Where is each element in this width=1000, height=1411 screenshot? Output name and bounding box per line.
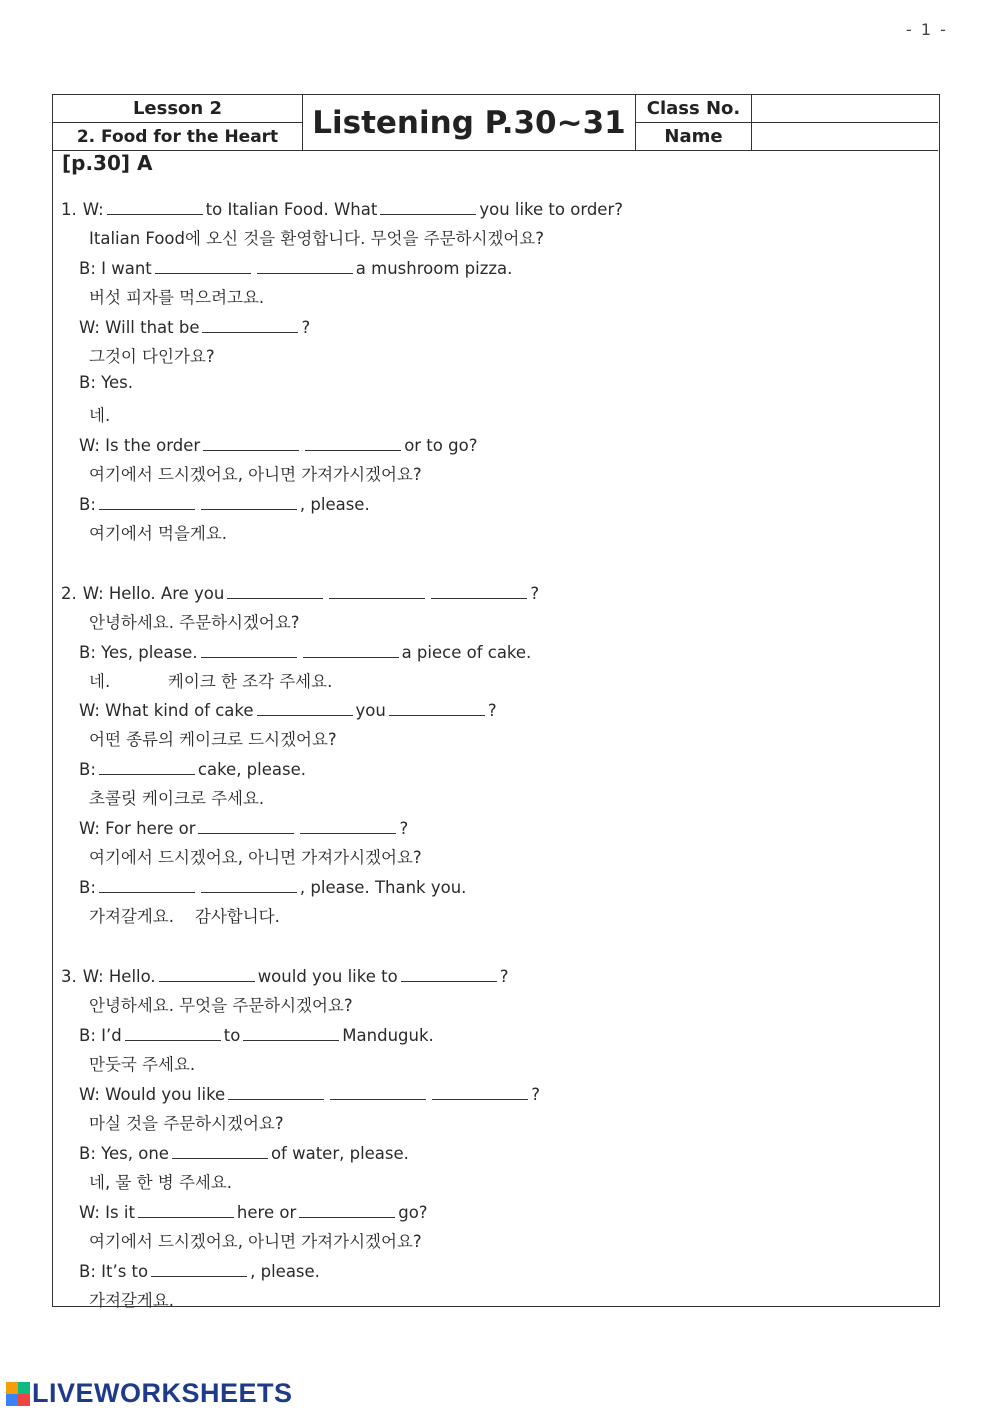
answer-blank[interactable] [155,255,251,274]
dialogue-text: W: Will that be [79,318,200,337]
answer-blank[interactable] [227,580,323,599]
dialogue-text: W: For here or [79,819,196,838]
dialogue-text: cake, please. [197,760,306,779]
dialogue-text: or to go? [404,436,478,455]
answer-blank[interactable] [159,963,255,982]
korean-translation: 그것이 다인가요? [89,347,215,366]
answer-blank[interactable] [228,1081,324,1100]
korean-translation: 네. 케이크 한 조각 주세요. [89,672,333,691]
answer-blank[interactable] [202,314,298,333]
dialogue-line [61,963,508,986]
answer-blank[interactable] [401,963,497,982]
dialogue-text: a mushroom pizza. [355,259,513,278]
answer-blank[interactable] [138,1199,234,1218]
answer-blank[interactable] [432,1081,528,1100]
korean-translation: 마실 것을 주문하시겠어요? [89,1114,284,1133]
class-no-field[interactable] [752,95,938,123]
dialogue-text: of water, please. [270,1144,409,1163]
dialogue-text: B: Yes, please. [79,643,198,662]
dialogue-text: ? [301,318,311,337]
dialogue-text: would you like to [257,967,398,986]
dialogue-text: go? [398,1203,428,1222]
korean-translation: 여기에서 드시겠어요, 아니면 가져가시겠어요? [89,848,422,867]
question-number: 3. [61,967,77,986]
dialogue-text: W: What kind of cake [79,701,254,720]
dialogue-line [79,1081,540,1104]
dialogue-text: ? [530,584,540,603]
dialogue-line [61,196,623,219]
dialogue-text: B: [79,495,96,514]
dialogue-text: B: Yes. [79,373,134,392]
dialogue-line [79,639,531,662]
korean-translation: 여기에서 먹을게요. [89,524,228,543]
dialogue-text: Manduguk. [342,1026,434,1045]
dialogue-line [61,580,539,603]
name-label: Name [636,123,752,150]
answer-blank[interactable] [380,196,476,215]
page-title: Listening P.30~31 [303,95,636,150]
logo-icon [6,1382,30,1406]
dialogue-text: B: Yes, one [79,1144,169,1163]
dialogue-text: a piece of cake. [401,643,532,662]
dialogue-text: B: [79,878,96,897]
answer-blank[interactable] [201,874,297,893]
answer-blank[interactable] [257,697,353,716]
dialogue-text: here or [236,1203,297,1222]
dialogue-text: ? [499,967,509,986]
answer-blank[interactable] [389,697,485,716]
korean-translation: 가져갈게요. [89,1291,174,1310]
answer-blank[interactable] [198,815,294,834]
section-heading: [p.30] A [62,151,153,175]
dialogue-line [79,1199,428,1222]
answer-blank[interactable] [125,1022,221,1041]
dialogue-line [79,697,497,720]
answer-blank[interactable] [243,1022,339,1041]
dialogue-line [79,491,370,514]
dialogue-text: B: I want [79,259,152,278]
answer-blank[interactable] [99,874,195,893]
dialogue-text: B: I’d [79,1026,122,1045]
answer-blank[interactable] [201,491,297,510]
dialogue-text: W: Would you like [79,1085,226,1104]
korean-translation: 안녕하세요. 주문하시겠어요? [89,613,300,632]
answer-blank[interactable] [107,196,203,215]
korean-translation: 안녕하세요. 무엇을 주문하시겠어요? [89,996,353,1015]
korean-translation: 네, 물 한 병 주세요. [89,1173,233,1192]
answer-blank[interactable] [257,255,353,274]
answer-blank[interactable] [303,639,399,658]
question-number: 2. [61,584,77,603]
dialogue-text: ? [487,701,497,720]
dialogue-text: to [223,1026,241,1045]
korean-translation: 여기에서 드시겠어요, 아니면 가져가시겠어요? [89,465,422,484]
korean-translation: 여기에서 드시겠어요, 아니면 가져가시겠어요? [89,1232,422,1251]
answer-blank[interactable] [99,756,195,775]
question-number: 1. [61,200,77,219]
korean-translation: 어떤 종류의 케이크로 드시겠어요? [89,730,337,749]
answer-blank[interactable] [99,491,195,510]
name-field[interactable] [752,123,938,150]
unit-label: 2. Food for the Heart [53,123,303,150]
answer-blank[interactable] [431,580,527,599]
korean-translation: 만둣국 주세요. [89,1055,196,1074]
korean-translation: 버섯 피자를 먹으려고요. [89,288,265,307]
dialogue-text: B: [79,760,96,779]
answer-blank[interactable] [201,639,297,658]
header-table [53,95,938,151]
dialogue-text: you [355,701,386,720]
dialogue-text: ? [531,1085,540,1104]
dialogue-line [79,1140,409,1163]
korean-translation: 네. [89,406,111,425]
brand-name: LIVEWORKSHEETS [32,1378,293,1408]
answer-blank[interactable] [151,1258,247,1277]
answer-blank[interactable] [305,432,401,451]
korean-translation: 가져갈게요. 감사합니다. [89,907,280,926]
dialogue-text: you like to order? [479,200,623,219]
class-no-label: Class No. [636,95,752,123]
answer-blank[interactable] [203,432,299,451]
dialogue-line [79,1258,320,1281]
answer-blank[interactable] [329,580,425,599]
korean-translation: Italian Food에 오신 것을 환영합니다. 무엇을 주문하시겠어요? [89,229,545,248]
dialogue-text: W: Hello. Are you [82,584,225,603]
dialogue-line [79,314,310,337]
korean-translation: 초콜릿 케이크로 주세요. [89,789,265,808]
dialogue-text: W: [82,200,104,219]
dialogue-text: to Italian Food. What [205,200,378,219]
dialogue-text: W: Is the order [79,436,201,455]
dialogue-text: W: Hello. [82,967,156,986]
answer-blank[interactable] [300,815,396,834]
lesson-label: Lesson 2 [53,95,303,123]
answer-blank[interactable] [172,1140,268,1159]
dialogue-text: , please. Thank you. [299,878,467,897]
dialogue-line [79,1022,434,1045]
dialogue-line [79,432,477,455]
page-number: - 1 - [906,20,948,39]
dialogue-text: , please. [250,1262,320,1281]
dialogue-text: B: It’s to [79,1262,149,1281]
dialogue-line [79,255,512,278]
dialogue-line [79,373,133,392]
dialogue-text: ? [399,819,409,838]
dialogue-text: , please. [299,495,370,514]
dialogue-line [79,874,466,897]
dialogue-line [79,815,408,838]
answer-blank[interactable] [299,1199,395,1218]
brand-logo [6,1378,293,1409]
dialogue-text: W: Is it [79,1203,135,1222]
answer-blank[interactable] [330,1081,426,1100]
dialogue-line [79,756,306,779]
